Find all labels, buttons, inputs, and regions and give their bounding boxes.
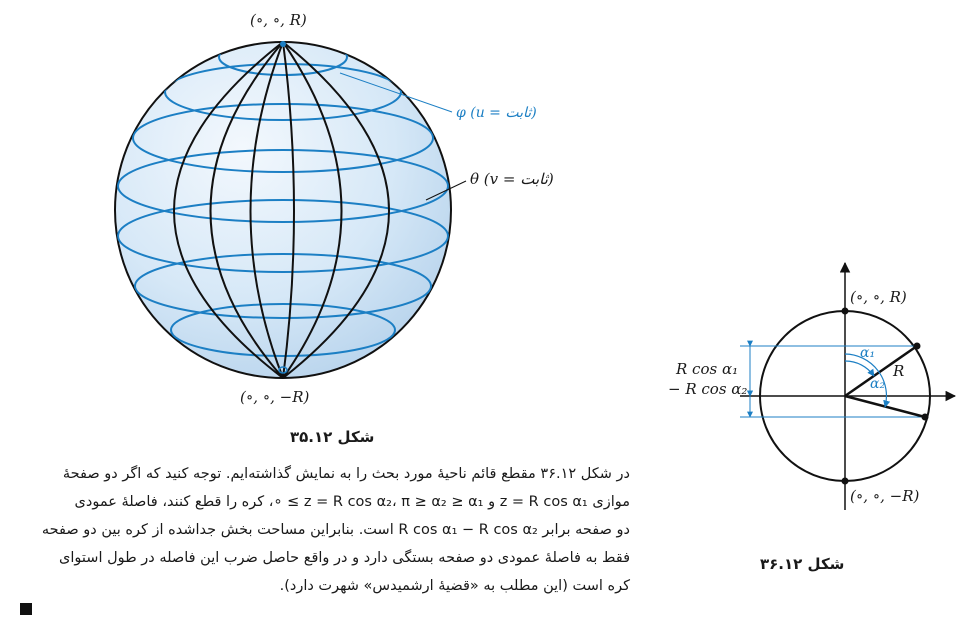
rcos-alpha2-label: − R cos α₂ xyxy=(668,380,748,398)
paragraph-line: در شکل ۳۶.۱۲ مقطع قائم ناحیهٔ مورد بحث را به نمایش گذاشته‌ایم. توجه کنید که اگر دو صفحهٔ xyxy=(62,466,630,482)
body-paragraph xyxy=(18,460,630,600)
south-pole-label: (∘, ∘, −R) xyxy=(240,388,310,406)
figure-35-caption: شکل ۳۵.۱۲ xyxy=(290,428,375,446)
end-of-proof-square xyxy=(20,603,32,615)
north-pole-marker xyxy=(280,41,286,47)
bottom-point-label: (∘, ∘, −R) xyxy=(850,487,920,505)
paragraph-line: دو صفحه برابر R cos α₁ − R cos α₂ است. بنابراین مساحت بخش جداشده از کره بین دو صفحه xyxy=(41,522,630,538)
height-guides xyxy=(740,346,925,417)
cross-section-figure xyxy=(660,255,960,515)
paragraph-line: فقط به فاصلهٔ عمودی دو صفحه بستگی دارد و در واقع حاصل ضرب این فاصله در طول استوای xyxy=(59,550,630,566)
theta-curve-label: θ (v = ثابت) xyxy=(470,170,554,188)
axes xyxy=(740,263,955,510)
sphere-figure xyxy=(100,0,570,420)
paragraph-line: کره است (این مطلب به «قضیهٔ ارشمیدس» شهرت دارد). xyxy=(279,578,630,594)
alpha1-label: α₁ xyxy=(860,345,876,361)
paragraph-line: موازی z = R cos α₁ و z = R cos α₂، π ≥ α₂ ≥ α₁ ≥ ∘، کره را قطع کنند، فاصلهٔ عمودی xyxy=(74,494,630,510)
top-point-label: (∘, ∘, R) xyxy=(850,288,907,306)
figure-36-caption: شکل ۳۶.۱۲ xyxy=(760,555,845,573)
radius-label: R xyxy=(893,362,905,380)
alpha2-label: α₂ xyxy=(870,376,886,392)
rcos-alpha1-label: R cos α₁ xyxy=(676,360,739,378)
north-pole-label: (∘, ∘, R) xyxy=(250,11,307,29)
phi-curve-label: φ (u = ثابت) xyxy=(456,105,537,121)
